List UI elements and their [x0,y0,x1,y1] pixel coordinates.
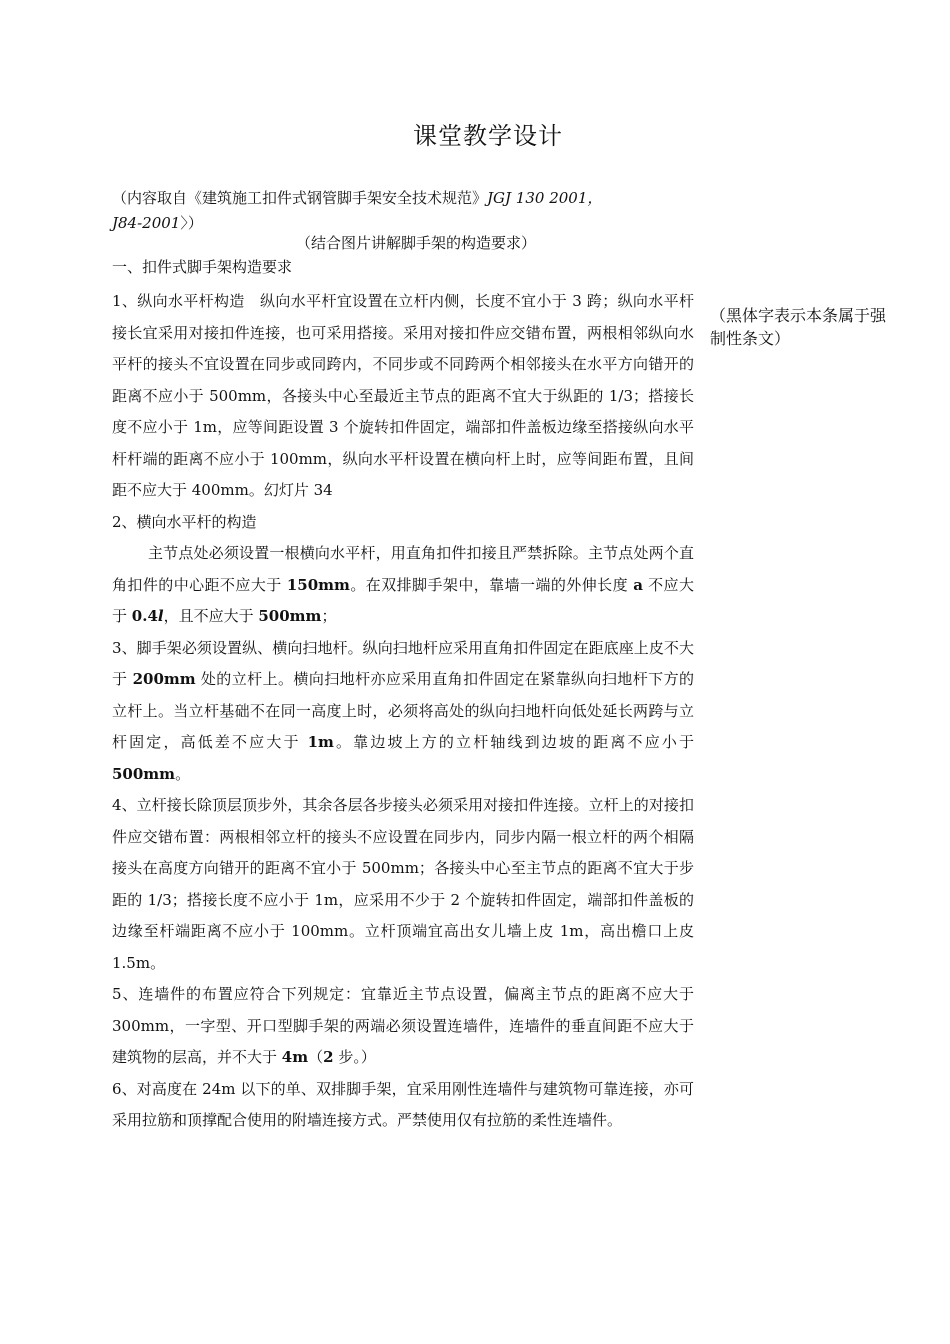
paragraph-2-title: 2、横向水平杆的构造 [112,512,257,531]
text: 步。） [333,1048,376,1066]
bold-value: 4m [281,1048,309,1066]
text: 。靠边坡上方的立杆轴线到边坡的距离不应小于 [333,733,694,751]
paragraph-5 [112,979,694,1074]
paragraph-6: 6、对高度在 24m 以下的单、双排脚手架，宜采用刚性连墙件与建筑物可靠连接，亦可采用拉筋和顶撑配合使用的附墙连接方式。严禁使用仅有拉筋的柔性连墙件。 [112,1079,694,1129]
paragraph-1: 1、纵向水平杆构造 纵向水平杆宜设置在立杆内侧，长度不宜小于 3 跨；纵向水平杆接长宜采用对接扣件连接，也可采用搭接。采用对接扣件应交错布置，两根相邻纵向水平杆的接头不宜设置在同步或同跨内，不同步或不同跨两个相邻接头在水平方向错开的距离不应小于 500mm，各接头中心至最近主节点的距离不宜大于纵距的 1/3；搭接长度不应小于 1m，应等间距设置 3 个旋转扣件固定，端部扣件盖板边缘至搭接纵向水平杆杆端的距离不应小于 100mm，纵向水平杆设置在横向杆上时，应等间距布置，且间距不应大于 400mm。幻灯片 34 [112,292,694,499]
text: 。在双排脚手架中，靠墙一端的外伸长度 [349,575,634,594]
bold-value: 0.4 [131,607,158,625]
center-note: （结合图片讲解脚手架的构造要求） [295,234,536,252]
document-title: 课堂教学设计 [413,122,563,150]
section-heading: 一、扣件式脚手架构造要求 [112,258,293,276]
document-body [112,286,694,1137]
side-note: （黑体字表示本条属于强制性条文） [710,306,887,348]
text: 处的立杆上。横向扫地杆亦应采用直角扣件固定在紧靠纵向扫地杆下方的立杆上。当立杆基础不在同一高度上时，必须将高处的纵向扫地杆向低处延长两跨与立杆固定，高低差不应大于 [112,670,694,751]
text: ； [321,607,337,625]
source-code-2: J84-2001 [112,214,181,232]
source-text: （内容取自《建筑施工扣件式钢管脚手架安全技术规范》 [112,189,488,207]
paragraph-4: 4、立杆接长除顶层顶步外，其余各层各步接头必须采用对接扣件连接。立杆上的对接扣件应交错布置：两根相邻立杆的接头不应设置在同步内，同步内隔一根立杆的两个相隔接头在高度方向错开的距离不宜小于 500mm；各接头中心至主节点的距离不宜大于步距的 1/3；搭接长度不应小于 1m，应采用不少于 2 个旋转扣件固定，端部扣件盖板的边缘至杆端距离不应小于 100mm。立杆顶端宜高出女儿墙上皮 1m，高出檐口上皮 1.5m。 [112,796,694,972]
text: 5、连墙件的布置应符合下列规定：宜靠近主节点设置，偏离主节点的距离不应大于 300mm，一字型、开口型脚手架的两端必须设置连墙件，连墙件的垂直间距不应大于建筑物的层高，并不大于 [112,985,694,1066]
bold-value: 500mm [258,607,322,625]
text: （ [308,1048,324,1066]
bold-value: 200mm [132,670,196,688]
text: 主节点处必须设置一根横向水平杆，用直角扣件扣接且严禁拆除。主节点处两个直角扣件的中心距不应大于 [112,544,694,594]
paragraph-3 [112,633,694,791]
paragraph-2 [112,538,694,633]
bold-value: 150mm [286,575,350,594]
source-reference [112,186,702,236]
bold-value: 2 [323,1048,334,1066]
text: 不应大于 [112,575,694,625]
bold-value: a [633,575,643,594]
bold-value: 500mm [112,764,176,783]
text: 3、脚手架必须设置纵、横向扫地杆。纵向扫地杆应采用直角扣件固定在距底座上皮不大于 [112,638,694,688]
source-close: 〉） [180,214,203,232]
text: ，且不应大于 [163,607,259,625]
bold-value: 1m [307,733,334,751]
bold-italic-value: l [157,607,164,625]
text: 。 [175,764,191,783]
source-code: JGJ 130 2001， [487,189,603,207]
